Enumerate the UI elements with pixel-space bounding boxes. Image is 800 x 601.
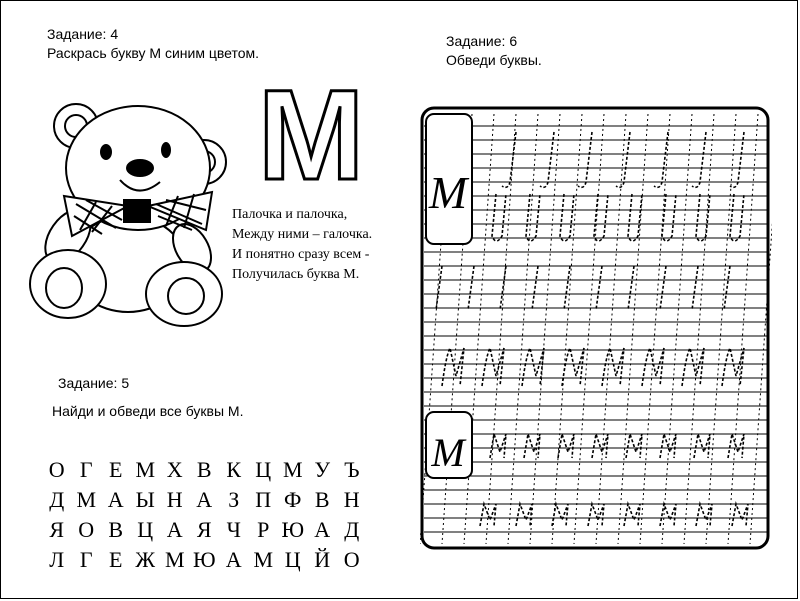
grid-letter[interactable]: А	[225, 547, 242, 572]
poem-line: Палочка и палочка,	[232, 207, 348, 222]
big-letter-m: М	[257, 77, 365, 187]
grid-letter[interactable]: Г	[79, 457, 93, 482]
grid-letter[interactable]: М	[253, 547, 274, 572]
task5-instruction: Найди и обведи все буквы М.	[52, 403, 244, 419]
grid-letter[interactable]: Ц	[284, 547, 301, 572]
grid-letter[interactable]: Ц	[137, 517, 154, 542]
task6-title: Задание: 6	[446, 33, 518, 49]
grid-letter[interactable]: Й	[314, 547, 331, 572]
grid-letter[interactable]: З	[228, 487, 240, 512]
grid-letter[interactable]: Г	[79, 547, 93, 572]
grid-letter[interactable]: Д	[49, 487, 65, 512]
grid-letter[interactable]: В	[314, 487, 330, 512]
worksheet-border	[422, 108, 768, 548]
grid-letter[interactable]: М	[282, 457, 303, 482]
grid-letter[interactable]: Ж	[135, 547, 156, 572]
big-outline-letter	[256, 77, 366, 187]
grid-letter[interactable]: М	[76, 487, 97, 512]
grid-letter[interactable]: Ю	[281, 517, 305, 542]
grid-letter[interactable]: А	[166, 517, 183, 542]
grid-letter[interactable]: О	[78, 517, 95, 542]
teddy-bear-illustration	[16, 96, 232, 328]
letter-grid	[42, 455, 367, 575]
task6-instruction: Обведи буквы.	[446, 52, 542, 68]
grid-letter[interactable]: Н	[166, 487, 183, 512]
sample-letter-bottom: M	[431, 430, 465, 475]
grid-letter[interactable]: П	[255, 487, 272, 512]
grid-letter[interactable]: Ф	[284, 487, 302, 512]
poem	[232, 205, 372, 285]
grid-letter[interactable]: Е	[109, 547, 123, 572]
grid-letter[interactable]: А	[196, 487, 213, 512]
grid-letter[interactable]: Ц	[255, 457, 272, 482]
grid-letter[interactable]: М	[164, 547, 185, 572]
grid-letter[interactable]: В	[108, 517, 124, 542]
letter-grid-row	[42, 515, 367, 545]
grid-letter[interactable]: У	[314, 457, 331, 482]
letter-grid-row	[42, 545, 367, 575]
grid-letter[interactable]: Н	[343, 487, 360, 512]
grid-letter[interactable]: Д	[344, 517, 360, 542]
grid-letter[interactable]: А	[314, 517, 331, 542]
grid-letter[interactable]: Ю	[192, 547, 216, 572]
poem-line: Между ними – галочка.	[232, 227, 373, 242]
task4-title: Задание: 4	[47, 26, 119, 42]
tracing-worksheet	[420, 106, 772, 550]
poem-line: И понятно сразу всем -	[232, 247, 370, 262]
grid-letter[interactable]: Р	[257, 517, 270, 542]
grid-letter[interactable]: Л	[49, 547, 65, 572]
grid-letter[interactable]: Я	[196, 517, 212, 542]
grid-letter[interactable]: Ъ	[343, 457, 360, 482]
grid-letter[interactable]: О	[343, 547, 360, 572]
grid-letter[interactable]: К	[226, 457, 242, 482]
grid-letter[interactable]: Ы	[135, 487, 155, 512]
task4-instruction: Раскрась букву М синим цветом.	[47, 45, 260, 61]
letter-grid-row	[42, 485, 367, 515]
grid-letter[interactable]: Ч	[226, 517, 241, 542]
sample-letter-top: M	[428, 167, 468, 218]
task5-title: Задание: 5	[58, 375, 130, 391]
grid-letter[interactable]: Е	[109, 457, 123, 482]
poem-line: Получилась буква М.	[232, 267, 360, 282]
grid-letter[interactable]: А	[107, 487, 124, 512]
grid-letter[interactable]: О	[48, 457, 65, 482]
grid-letter[interactable]: В	[196, 457, 212, 482]
grid-letter[interactable]: М	[135, 457, 156, 482]
letter-grid-row	[42, 455, 367, 485]
grid-letter[interactable]: Я	[49, 517, 65, 542]
grid-letter[interactable]: Х	[166, 457, 183, 482]
